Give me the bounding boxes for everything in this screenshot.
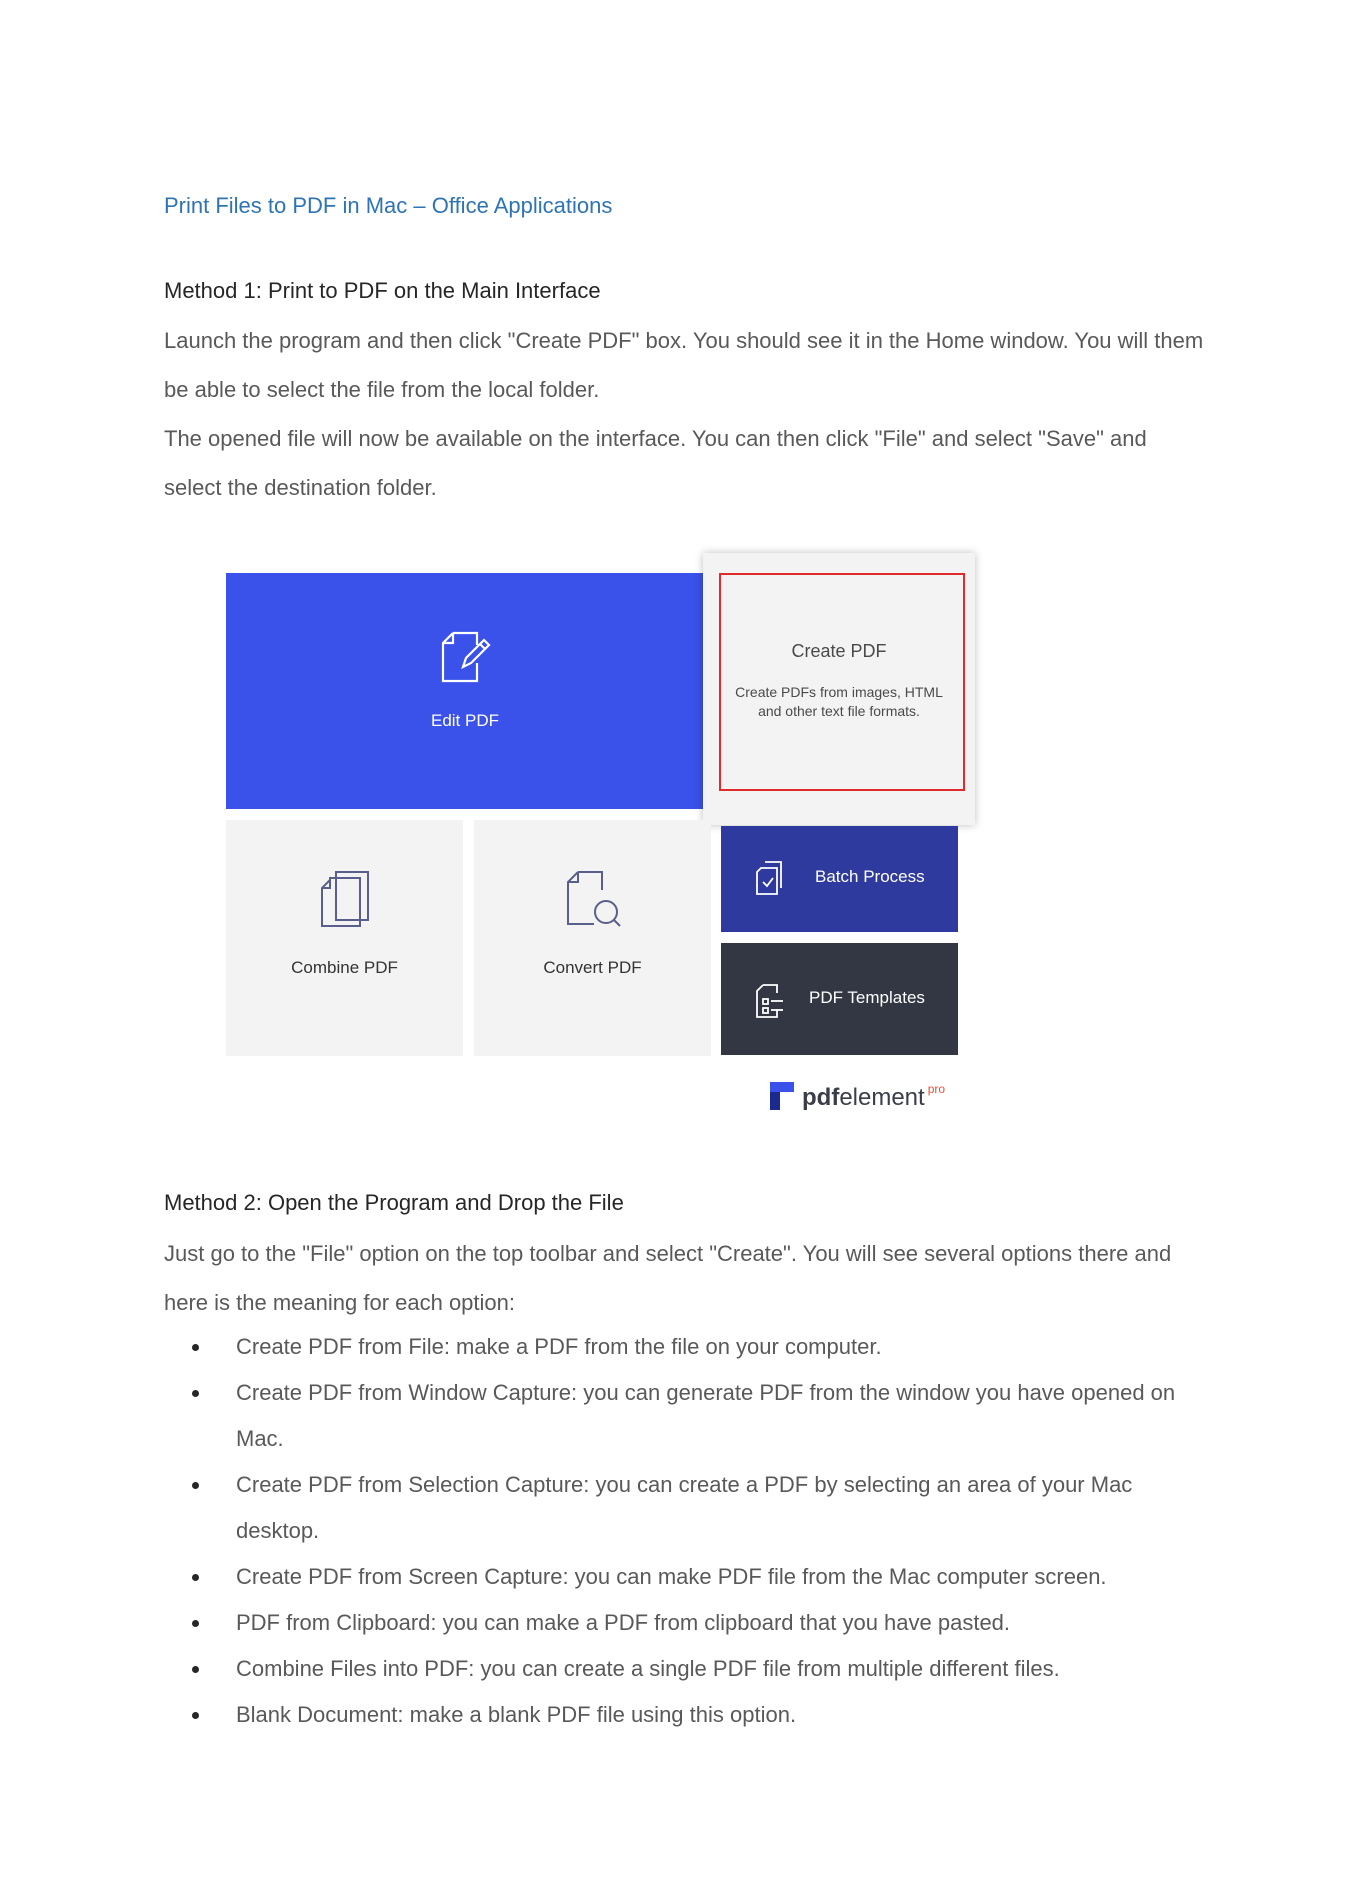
list-item: Create PDF from Selection Capture: you can create a PDF by selecting an area of your Mac desktop. xyxy=(164,1462,1204,1554)
pdfelement-logo-icon xyxy=(770,1082,794,1110)
create-pdf-highlight xyxy=(719,573,965,791)
pdfelement-brand xyxy=(770,1082,945,1110)
bullet-dot xyxy=(192,1620,199,1627)
create-pdf-tile[interactable] xyxy=(703,553,975,825)
pdf-templates-tile[interactable] xyxy=(721,943,958,1055)
bullet-dot xyxy=(192,1712,199,1719)
list-item: Create PDF from Window Capture: you can generate PDF from the window you have opened on Mac. xyxy=(164,1370,1204,1462)
bullet-dot xyxy=(192,1344,199,1351)
pdf-templates-label: PDF Templates xyxy=(809,988,925,1007)
list-item: Create PDF from Screen Capture: you can make PDF file from the Mac computer screen. xyxy=(164,1554,1204,1600)
method2-paragraph: Just go to the "File" option on the top toolbar and select "Create". You will see several options there and here is the meaning for each option: xyxy=(164,1241,1172,1315)
convert-document-icon xyxy=(564,868,624,935)
method1-paragraph2: The opened file will now be available on the interface. You can then click "File" and select "Save" and select the destination folder. xyxy=(164,426,1147,500)
list-item: Combine Files into PDF: you can create a single PDF file from multiple different files. xyxy=(164,1646,1204,1692)
list-item: PDF from Clipboard: you can make a PDF from clipboard that you have pasted. xyxy=(164,1600,1204,1646)
method2-heading: Method 2: Open the Program and Drop the File xyxy=(164,1190,624,1215)
edit-document-icon xyxy=(439,629,491,690)
combine-pdf-label: Combine PDF xyxy=(291,958,398,977)
batch-process-label: Batch Process xyxy=(815,867,925,886)
edit-pdf-label: Edit PDF xyxy=(430,711,500,730)
combine-pdf-tile[interactable] xyxy=(226,820,463,1056)
document-title: Print Files to PDF in Mac – Office Applications xyxy=(164,193,613,218)
create-options-list xyxy=(164,1324,1204,1738)
brand-name: pdfelement xyxy=(802,1084,925,1111)
list-item: Blank Document: make a blank PDF file using this option. xyxy=(164,1692,1204,1738)
list-item: Create PDF from File: make a PDF from the file on your computer. xyxy=(164,1324,1204,1370)
method1-paragraph1: Launch the program and then click "Create PDF" box. You should see it in the Home window. You will them be able to select the file from the local folder. xyxy=(164,328,1204,402)
bullet-dot xyxy=(192,1390,199,1397)
convert-pdf-label: Convert PDF xyxy=(543,958,642,977)
batch-process-tile[interactable] xyxy=(721,826,958,932)
brand-superscript: pro xyxy=(927,1082,946,1096)
combine-documents-icon xyxy=(318,868,372,935)
method1-heading: Method 1: Print to PDF on the Main Interface xyxy=(164,278,601,303)
bullet-dot xyxy=(192,1666,199,1673)
batch-process-icon xyxy=(755,860,785,901)
bullet-dot xyxy=(192,1574,199,1581)
convert-pdf-tile[interactable] xyxy=(474,820,711,1056)
create-pdf-label: Create PDF xyxy=(791,641,887,661)
edit-pdf-tile[interactable] xyxy=(226,573,704,809)
create-pdf-description: Create PDFs from images, HTML and other text file formats. xyxy=(735,684,943,719)
templates-icon xyxy=(755,983,785,1024)
bullet-dot xyxy=(192,1482,199,1489)
